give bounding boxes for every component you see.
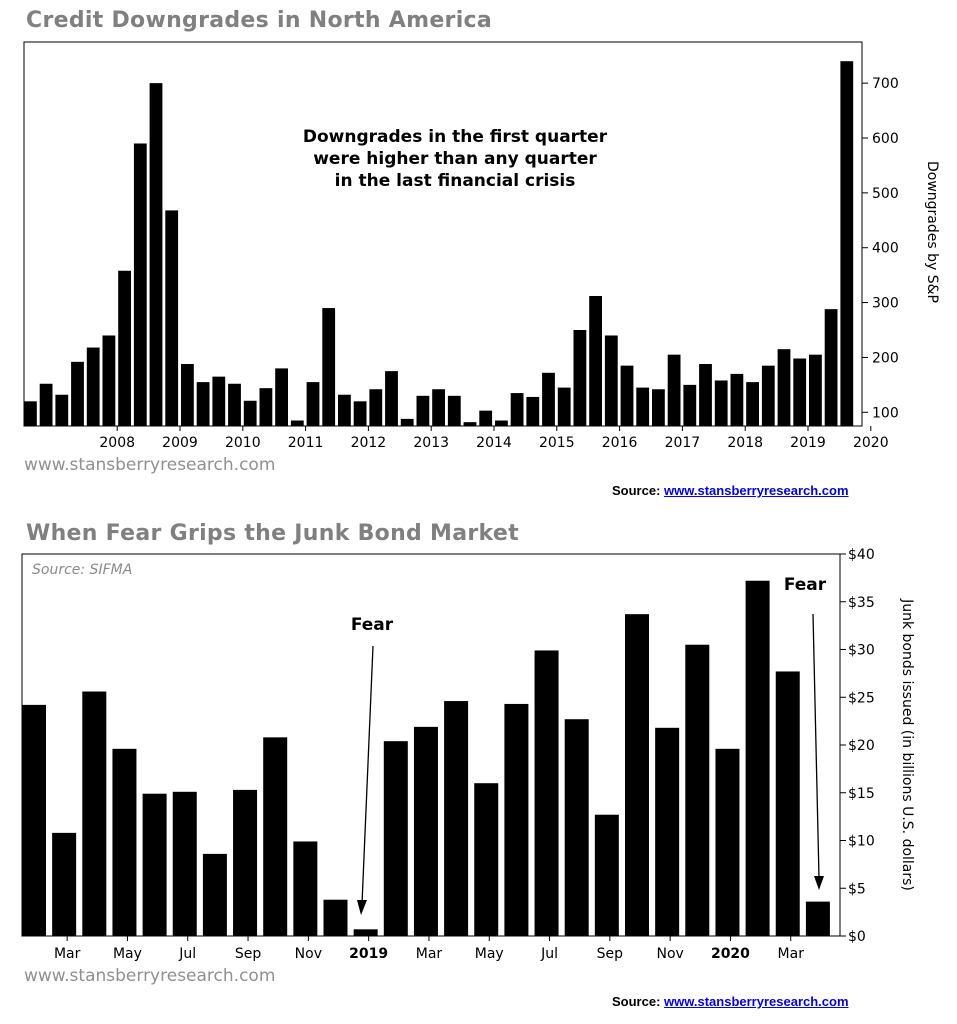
junk-bond-bar [203,854,227,936]
chart2-y-tick-label: $5 [848,881,866,898]
junk-bond-bar [112,749,136,936]
downgrades-chart [0,0,957,480]
chart1-y-tick-label: 400 [872,240,899,257]
downgrade-bar [715,380,728,426]
downgrade-bar [369,389,382,426]
junk-bond-bar [535,650,559,936]
chart1-x-tick-label: 2018 [727,435,764,451]
chart1-x-tick-label: 2015 [538,435,575,451]
fear-arrow-1-head [357,900,367,915]
fear-annotation-1: Fear [350,615,394,635]
fear-arrow-1-shaft [362,646,373,904]
chart1-source-line [612,483,849,498]
chart1-y-tick-label: 500 [872,185,899,202]
chart2-source-link[interactable]: www.stansberryresearch.com [664,994,849,1009]
downgrade-bar [181,364,194,426]
junk-bond-bar [263,737,287,936]
downgrade-bar [228,384,241,426]
chart2-x-tick-label: Mar [415,946,443,962]
downgrade-bar [71,362,84,426]
downgrade-bar [683,385,696,426]
downgrade-bar [385,371,398,426]
chart1-y-axis-label: Downgrades by S&P [924,160,940,304]
downgrade-bar [291,421,304,426]
downgrade-bar [464,422,477,426]
downgrade-bar [40,384,53,426]
chart1-annotation-line-3: in the last financial crisis [334,171,576,191]
chart1-y-tick-label: 600 [872,131,899,147]
downgrade-bar [260,388,273,426]
chart2-y-tick-label: $15 [848,785,875,802]
junk-bond-bar [173,792,197,936]
fear-arrow-2-head [814,876,824,890]
junk-bond-bar [565,719,589,936]
chart1-watermark: www.stansberryresearch.com [24,455,276,475]
chart2-x-tick-label: Sep [234,946,262,962]
downgrade-bar [212,377,225,426]
chart2-source-label: Source: [612,994,661,1009]
downgrade-bar [511,393,524,426]
chart1-y-tick-label: 300 [872,295,899,312]
junk-bond-bar [384,741,408,936]
junk-bond-bar [143,794,167,936]
downgrade-bar [731,374,744,426]
chart2-x-tick-label: Sep [596,946,624,962]
junk-bond-bar [595,815,619,936]
junk-bond-chart [0,540,957,980]
junk-bond-bar [715,749,739,936]
downgrade-bar [699,364,712,426]
downgrade-bar [542,373,555,426]
downgrade-bar [652,389,665,426]
chart2-y-tick-label: $25 [848,690,875,707]
chart2-source-line [612,994,849,1009]
chart2-x-tick-label: 2019 [349,946,389,962]
junk-bond-bar [414,727,438,936]
chart1-x-tick-label: 2011 [287,435,324,451]
chart2-y-tick-label: $10 [848,833,875,850]
downgrade-bar [636,388,649,426]
chart2-x-tick-label: Jul [541,946,559,962]
chart2-x-tick-label: Nov [294,946,323,962]
chart1-x-tick-label: 2016 [601,435,638,451]
downgrade-bar [401,419,414,426]
downgrade-bar [589,296,602,426]
junk-bond-bar [504,704,528,936]
downgrade-bar [165,210,178,426]
downgrade-bar [574,330,587,426]
junk-bond-bar [655,728,679,936]
downgrade-bar [118,271,131,426]
chart2-source-note: Source: SIFMA [32,562,133,578]
downgrade-bar [338,395,351,426]
downgrade-bar [432,389,445,426]
chart2-x-tick-label: Mar [53,946,81,962]
chart1-annotation [303,127,608,191]
chart1-x-tick-label: 2009 [162,435,198,451]
junk-bond-bar [444,701,468,936]
chart2-x-tick-label: May [112,946,142,962]
downgrade-bar [778,349,791,426]
downgrade-bar [605,335,618,426]
junk-bond-bar [746,581,770,936]
downgrade-bar [448,396,461,426]
junk-bond-bar [82,692,106,936]
chart2-y-tick-label: $35 [848,594,875,611]
downgrade-bar [668,355,681,426]
junk-bond-bar [293,841,317,936]
chart2-y-tick-label: $30 [848,642,875,659]
chart2-y-tick-label: $0 [848,929,866,945]
chart2-title: When Fear Grips the Junk Bond Market [26,521,519,546]
chart2-x-tick-label: Jul [179,946,197,962]
junk-bond-bar [625,614,649,936]
chart2-y-axis-label: Junk bonds issued (in billions U.S. dollars) [899,599,915,891]
downgrade-bar [87,348,100,426]
downgrade-bar [55,395,68,426]
chart2-y-tick-label: $40 [848,547,875,563]
downgrade-bar [150,83,163,426]
junk-bond-bar [52,833,76,936]
junk-bond-bar [233,790,257,936]
fear-annotation-2: Fear [783,575,827,595]
chart1-x-tick-label: 2012 [350,435,387,451]
chart1-x-tick-label: 2010 [224,435,261,451]
downgrade-bar [526,397,539,426]
downgrade-bar [746,382,759,426]
chart1-y-tick-label: 200 [872,350,899,367]
chart2-x-tick-label: 2020 [710,946,750,962]
downgrade-bar [479,411,492,426]
downgrade-bar [840,61,853,426]
junk-bond-bar [776,671,800,936]
chart1-x-tick-label: 2019 [790,435,826,451]
chart2-x-tick-label: May [474,946,504,962]
chart2-x-tick-label: Nov [656,946,684,962]
downgrade-bar [307,382,320,426]
downgrade-bar [417,396,430,426]
downgrade-bar [354,401,367,426]
junk-bond-bar [22,705,46,936]
junk-bond-bar [685,645,709,936]
chart1-y-tick-label: 100 [872,405,899,422]
chart1-source-link[interactable]: www.stansberryresearch.com [664,483,849,498]
downgrade-bar [495,421,508,426]
chart1-y-tick-label: 700 [872,76,899,93]
fear-arrow-2-shaft [813,614,819,878]
downgrade-bar [275,368,288,426]
downgrade-bar [762,366,775,426]
downgrade-bar [825,309,838,426]
chart1-x-tick-label: 2017 [664,435,701,451]
chart1-x-tick-label: 2020 [852,435,889,451]
downgrade-bar [197,382,210,426]
chart1-annotation-line-2: were higher than any quarter [313,149,597,169]
junk-bond-bar [806,902,830,936]
downgrade-bar [809,355,822,426]
downgrade-bar [244,401,257,426]
downgrade-bar [621,366,634,426]
chart1-x-tick-label: 2014 [476,435,512,451]
chart1-x-tick-label: 2013 [413,435,450,451]
downgrade-bar [793,359,806,426]
downgrade-bar [134,143,147,426]
chart1-source-label: Source: [612,483,661,498]
junk-bond-bar [474,783,498,936]
chart1-x-tick-label: 2008 [99,435,136,451]
downgrade-bar [103,335,116,426]
chart2-watermark: www.stansberryresearch.com [24,966,276,986]
chart1-title: Credit Downgrades in North America [26,8,493,33]
chart2-y-tick-label: $20 [848,738,875,754]
chart1-annotation-line-1: Downgrades in the first quarter [302,127,608,147]
downgrade-bar [322,308,335,426]
chart2-x-tick-label: Mar [777,946,804,962]
junk-bond-bar [354,929,378,936]
downgrade-bar [24,401,37,426]
downgrade-bar [558,388,571,426]
junk-bond-bar [324,900,348,936]
